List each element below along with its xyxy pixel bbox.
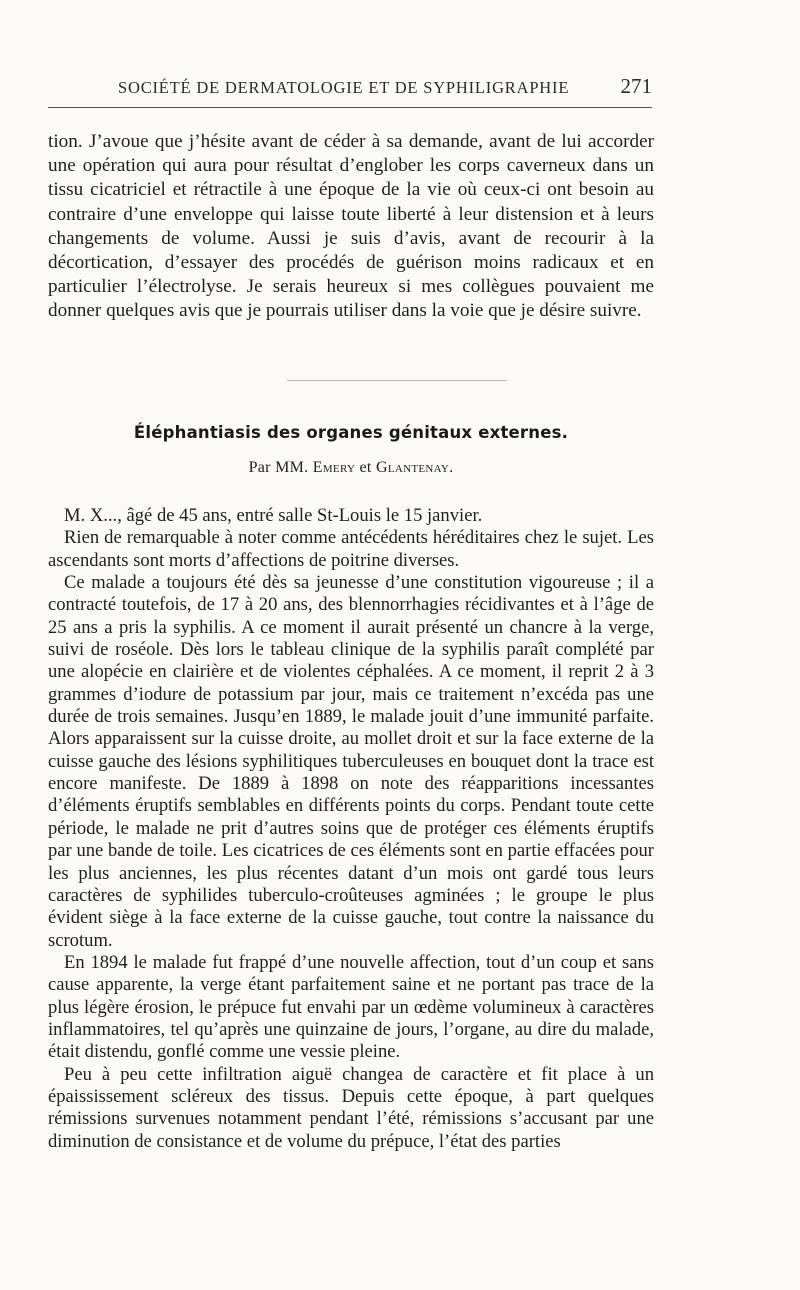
paragraph-1894: En 1894 le malade fut frappé d’une nouvelle affection, tout d’un coup et sans cause apparente, la verge étant parfaitement saine et ne portant pas trace de la plus légère érosion, le prépuce fut envahi par un œdème volumineux à caractères inflammatoires, tel qu’après une quinzaine de jours, l’organe, au dire du malade, était distendu, gonflé comme une vessie pleine. — [48, 951, 654, 1063]
author-emery: Emery — [312, 459, 356, 476]
article-body — [48, 505, 654, 1153]
section-separator — [287, 380, 507, 381]
authors-join: et — [359, 459, 372, 476]
article-title: Éléphantiasis des organes génitaux externes. — [133, 423, 569, 442]
paragraph-history: Ce malade a toujours été dès sa jeunesse d’une constitution vigoureuse ; il a contracté toutefois, de 17 à 20 ans, des blennorrhagies récidivantes et à l’âge de 25 ans a pris la syphilis. A ce moment il aurait présenté un chancre à la verge, suivi de roséole. Dès lors le tableau clinique de la syphilis paraît complété par une alopécie en clairière et de violentes céphalées. A ce moment, il reprit 2 à 3 grammes d’iodure de potassium par jour, mais ce traitement n’excéda pas une durée de trois semaines. Jusqu’en 1889, le malade jouit d’une immunité parfaite. Alors apparaissent sur la cuisse droite, au mollet droit et sur la face externe de la cuisse gauche des lésions syphilitiques tuberculeuses en bouquet dont la trace est encore manifeste. De 1889 à 1898 on note des réapparitions incessantes d’éléments éruptifs semblables en différents points du corps. Pendant toute cette période, le malade ne prit d’autres soins que de protéger ces éléments éruptifs par une bande de toile. Les cicatrices de ces éléments sont en partie effacées pour les plus anciennes, les plus récentes datant d’un mois ont gardé tous leurs caractères de syphilides tuberculo-croûteuses agminées ; le groupe le plus évident siège à la face externe de la cuisse gauche, tout contre la naissance du scrotum. — [48, 572, 654, 951]
paragraph-admission: M. X..., âgé de 45 ans, entré salle St-Louis le 15 janvier. — [64, 505, 483, 526]
paragraph-heredity: Rien de remarquable à noter comme antécédents héréditaires chez le sujet. Les ascendants sont morts d’affections de poitrine diverses. — [48, 527, 654, 571]
author-glantenay: Glantenay. — [376, 459, 454, 476]
paragraph-sclerosis: Peu à peu cette infiltration aiguë changea de caractère et fit place à un épaississement scléreux des tissus. Depuis cette époque, à part quelques rémissions survenues notamment pendant l’été, rémissions s’accusant par une diminution de consistance et de volume du prépuce, l’état des parties — [48, 1063, 654, 1152]
running-head — [48, 74, 652, 102]
article-authors — [48, 459, 654, 477]
running-title: SOCIÉTÉ DE DERMATOLOGIE ET DE SYPHILIGRAPHIE — [118, 78, 570, 97]
header-rule — [48, 107, 652, 108]
continuation-text — [48, 130, 654, 324]
page-number: 271 — [620, 74, 652, 98]
continuation-paragraph: tion. J’avoue que j’hésite avant de céder à sa demande, avant de lui accorder une opération qui aura pour résultat d’englober les corps caverneux dans un tissu cicatriciel et rétractile à une époque de la vie où ceux-ci ont besoin au contraire d’une enveloppe qui laisse toute liberté à leur distension et à leurs changements de volume. Aussi je suis d’avis, avant de recourir à la décortication, d’essayer des procédés de guérison moins radicaux et en particulier l’électrolyse. Je serais heureux si mes collègues pouvaient me donner quelques avis que je pourrais utiliser dans la voie que je désire suivre. — [48, 131, 654, 322]
authors-prefix: Par MM. — [248, 459, 309, 476]
